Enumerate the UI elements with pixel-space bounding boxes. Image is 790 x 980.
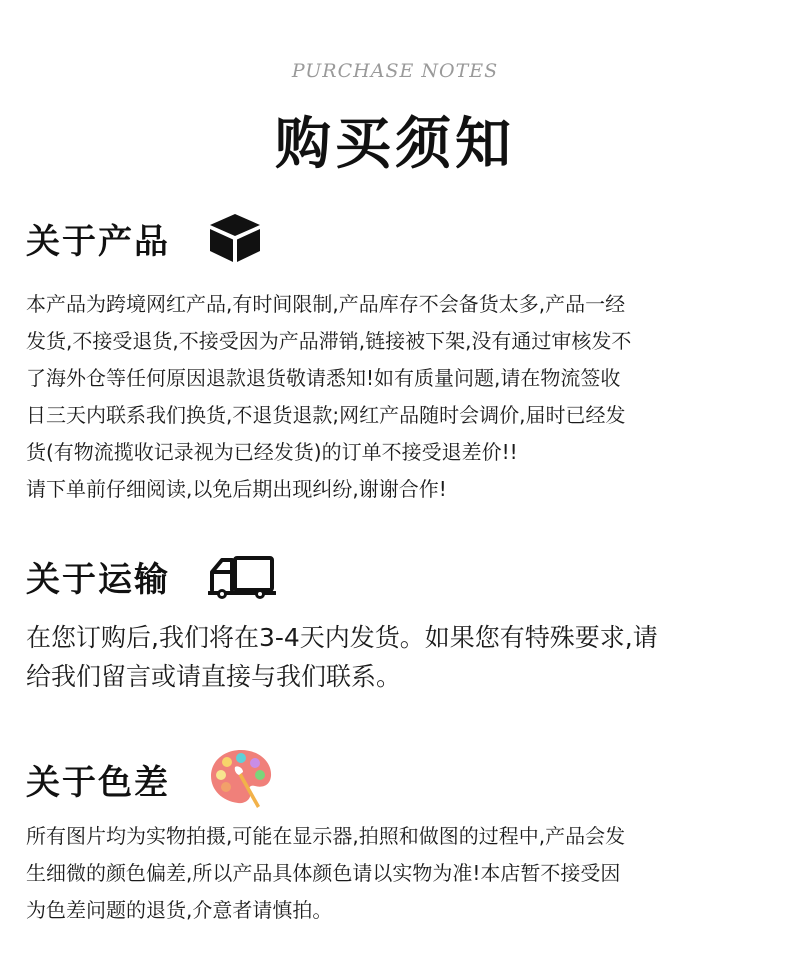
section-product-header xyxy=(26,212,262,264)
truck-icon xyxy=(208,554,276,600)
section-shipping-header xyxy=(26,552,276,601)
section-product-title: 关于产品 xyxy=(26,221,170,262)
page-subtitle: PURCHASE NOTES xyxy=(291,60,499,82)
section-shipping-title: 关于运输 xyxy=(26,560,170,600)
section-color-title: 关于色差 xyxy=(26,762,170,803)
page-title: 购买须知 xyxy=(275,112,515,177)
section-color-text: 所有图片均为实物拍摄,可能在显示器,拍照和做图的过程中,产品会发 生细微的颜色偏差,所以产品具体颜色请以实物为准!本店暂不接受因 为色差问题的退货,介意者请慎拍。 xyxy=(26,824,626,922)
section-color-header xyxy=(26,748,274,810)
section-product-text: 本产品为跨境网红产品,有时间限制,产品库存不会备货太多,产品一经 发货,不接受退货,不接受因为产品滞销,链接被下架,没有通过审核发不 了海外仓等任何原因退款退货敬请悉知!如有质量问题,请在物流签收 日三天内联系我们换货,不退货退款;网红产品随时会调价,届时已经发 货(有物流揽收记录视为已经发货)的订单不接受退差价!! 请下单前仔细阅读,以免后期出现纠纷,谢谢合作! xyxy=(26,292,632,501)
section-shipping-text: 在您订购后,我们将在3-4天内发货。如果您有特殊要求,请 给我们留言或请直接与我们联系。 xyxy=(26,623,658,691)
palette-icon xyxy=(208,748,274,810)
box-icon xyxy=(208,212,262,264)
